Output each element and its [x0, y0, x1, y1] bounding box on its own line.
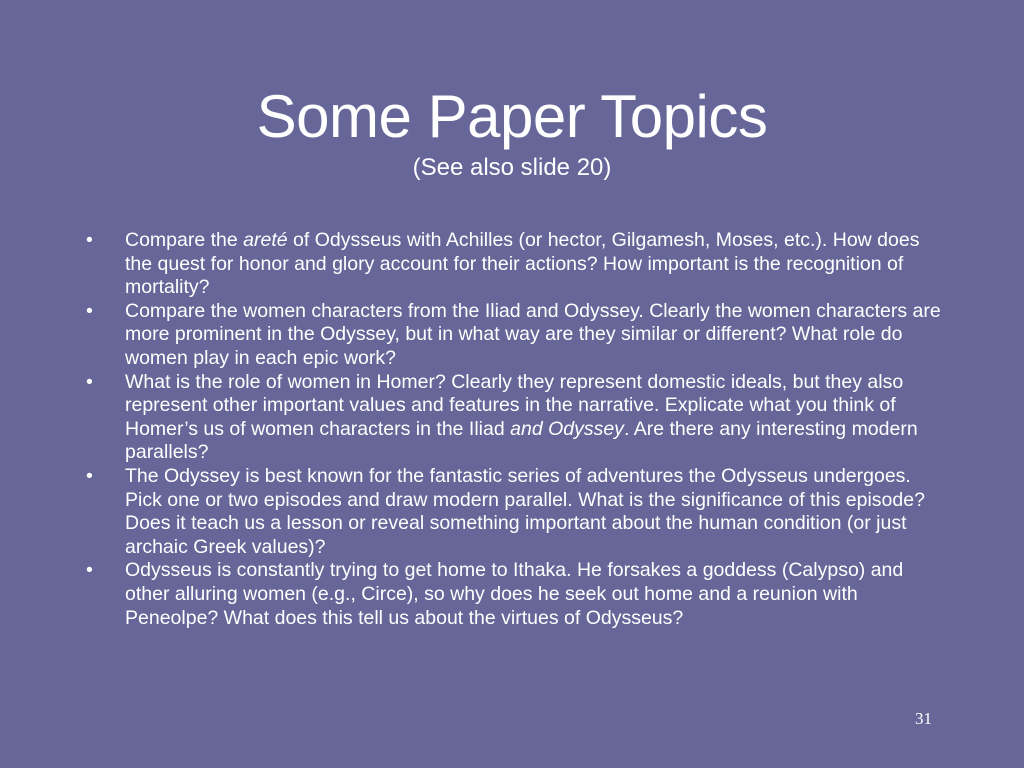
bullet-text: of Odysseus with Achilles (or hector, Gilgamesh, Moses, etc.). How does the quest for honor and glory account for their actions? How important is the recognition of mortality? [125, 229, 920, 299]
page-number: 31 [915, 709, 932, 728]
bullet-item-women-characters [86, 300, 946, 371]
title-block [0, 84, 1024, 182]
bullet-list [86, 229, 946, 630]
bullet-text: The Odyssey is best known for the fantastic series of adventures the Odysseus undergoes. Pick one or two episodes and draw modern parallel. What is the significance of this episode? Does it teach us a lesson or reveal something important about the human condition (or just archaic Greek values)? [125, 464, 925, 558]
bullet-text: What is the role of women in Homer? Clearly they represent domestic ideals, but they also represent other important values and features in the narrative. Explicate what you think of Homer’s us of women characters in the Iliad [125, 370, 904, 440]
bullet-text: . Are there any interesting modern parallels? [125, 417, 918, 464]
bullet-item-role-of-women [86, 371, 946, 465]
bullet-emphasis: and Odyssey [510, 417, 624, 440]
bullet-text: Odysseus is constantly trying to get home to Ithaka. He forsakes a goddess (Calypso) and other alluring women (e.g., Circe), so why does he seek out home and a reunion with Peneolpe? What does this tell us about the virtues of Odysseus? [125, 559, 904, 629]
bullet-item-homecoming [86, 559, 946, 630]
bullet-emphasis: areté [243, 229, 288, 251]
bullet-text: Compare the [125, 229, 244, 251]
slide-subtitle: (See also slide 20) [412, 154, 612, 181]
bullet-item-adventures [86, 465, 946, 559]
bullet-text: Compare the women characters from the Iliad and Odyssey. Clearly the women characters are more prominent in the Odyssey, but in what way are they similar or different? What role do women play in each epic work? [125, 299, 941, 369]
bullet-item-arete [86, 229, 946, 300]
slide-title: Some Paper Topics [256, 83, 768, 150]
